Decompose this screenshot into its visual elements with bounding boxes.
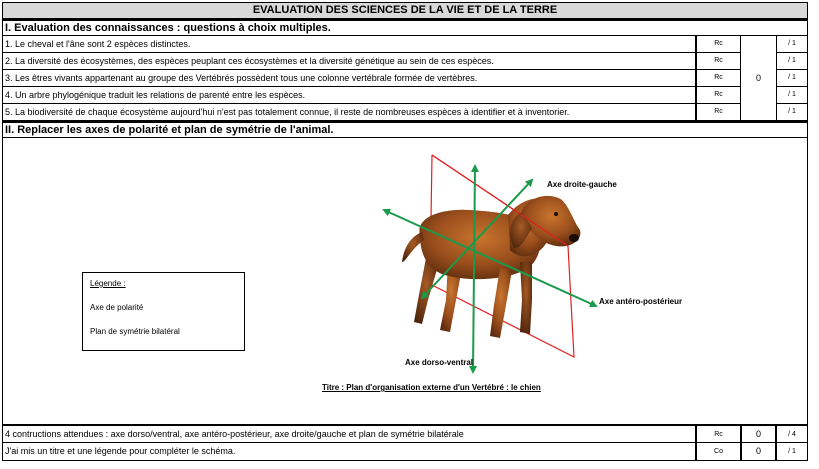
criteria-max-2: / 1 xyxy=(776,443,808,461)
criteria-max-1: / 4 xyxy=(776,425,808,443)
question-row-1: 1. Le cheval et l'âne sont 2 espèces distinctes. xyxy=(2,36,696,53)
question-max-2: / 1 xyxy=(776,53,808,70)
legend-box xyxy=(82,272,245,351)
dorso-ventral-axis xyxy=(473,166,475,372)
section-1-title: I. Evaluation des connaissances : questions à choix multiples. xyxy=(2,19,808,36)
question-max-3: / 1 xyxy=(776,70,808,87)
question-code-5: Rc xyxy=(696,104,741,121)
dog-illustration xyxy=(402,196,580,338)
criteria-row-2: J'ai mis un titre et une légende pour compléter le schéma. xyxy=(2,443,696,461)
legend-title: Légende : xyxy=(90,279,126,288)
question-max-5: / 1 xyxy=(776,104,808,121)
question-max-4: / 1 xyxy=(776,87,808,104)
question-row-2: 2. La diversité des écosystèmes, des espèces peuplant ces écosystèmes et la diversité génétique au sein de ces espèces. xyxy=(2,53,696,70)
section-1-total-score: 0 xyxy=(741,36,776,121)
criteria-row-1: 4 contructions attendues : axe dorso/ventral, axe antéro-postérieur, axe droite/gauche et plan de symétrie bilatérale xyxy=(2,425,696,443)
page-title: EVALUATION DES SCIENCES DE LA VIE ET DE LA TERRE xyxy=(2,2,808,19)
question-code-3: Rc xyxy=(696,70,741,87)
question-code-1: Rc xyxy=(696,36,741,53)
criteria-code-2: Co xyxy=(696,443,741,461)
legend-plane-label: Plan de symétrie bilatéral xyxy=(90,327,180,336)
label-left-right: Axe droite-gauche xyxy=(547,180,617,189)
criteria-score-2: 0 xyxy=(741,443,776,461)
label-antero-posterior: Axe antéro-postérieur xyxy=(599,297,683,306)
label-dorso-ventral: Axe dorso-ventral xyxy=(405,358,474,367)
question-code-4: Rc xyxy=(696,87,741,104)
section-2-title: II. Replacer les axes de polarité et plan de symétrie de l'animal. xyxy=(2,121,808,138)
question-code-2: Rc xyxy=(696,53,741,70)
question-row-5: 5. La biodiversité de chaque écosystème aujourd'hui n'est pas totalement connue, il reste de nombreuses espèces à identifier et à inventorier. xyxy=(2,104,696,121)
question-max-1: / 1 xyxy=(776,36,808,53)
legend-axis-label: Axe de polarité xyxy=(90,303,144,312)
figure-title: Titre : Plan d'organisation externe d'un Vertébré : le chien xyxy=(322,383,541,392)
criteria-score-1: 0 xyxy=(741,425,776,443)
question-row-4: 4. Un arbre phylogénique traduit les relations de parenté entre les espèces. xyxy=(2,87,696,104)
criteria-code-1: Rc xyxy=(696,425,741,443)
question-row-3: 3. Les êtres vivants appartenant au groupe des Vertébrés possèdent tous une colonne vertébrale formée de vertèbres. xyxy=(2,70,696,87)
